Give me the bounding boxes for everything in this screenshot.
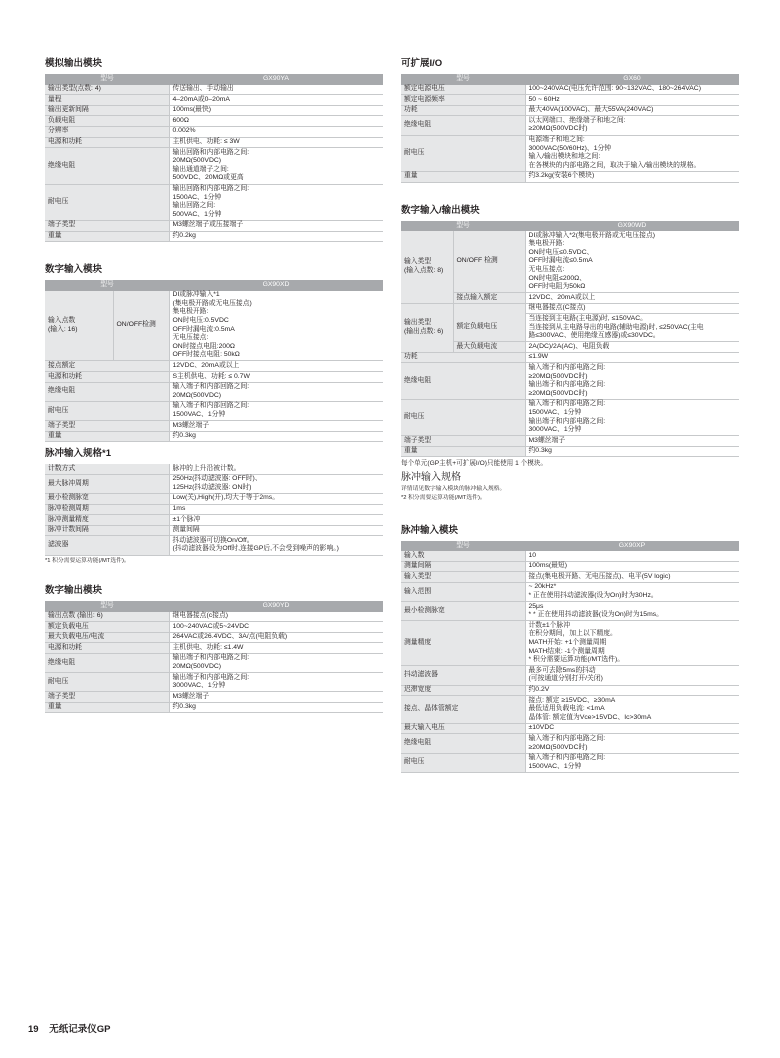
input-type-label: 输入类型 (输入点数: 8): [401, 231, 453, 303]
row-value: 100~240VAC或5~24VDC: [169, 622, 383, 633]
row-value: 0.002%: [169, 126, 383, 137]
table-header: [401, 541, 739, 552]
contact-rating-label: 接点输入额定: [453, 293, 525, 304]
footnote: *1 积分需要运算功能(/MT选件)。: [45, 557, 130, 564]
row-label: 电源和功耗: [45, 643, 169, 654]
table-header: [45, 280, 383, 291]
row-value: 100~240VAC(电压允许范围: 90~132VAC、180~264VAC): [525, 85, 739, 95]
section-title: 脉冲输入模块: [401, 524, 459, 536]
row-value: ±1个脉冲: [169, 515, 383, 526]
row-value: 约0.2V: [525, 685, 739, 696]
table-row: [45, 643, 383, 654]
table-row: [45, 653, 383, 672]
row-value: 约0.2kg: [169, 231, 383, 242]
row-value: 输入端子和内部回路之间: 20MΩ(500VDC): [169, 382, 383, 401]
row-label: 重量: [401, 171, 525, 182]
table-row: [45, 504, 383, 515]
row-value: 12VDC、20mA或以上: [169, 361, 383, 372]
row-label: 脉冲检测周期: [45, 504, 169, 515]
section-title: 数字输出模块: [45, 584, 103, 596]
expandable-io-section: [401, 58, 739, 183]
table-row: [45, 421, 383, 432]
row-label: 端子类型: [401, 436, 525, 447]
row-value: 输出回路和内部电路之间: 20MΩ(500VDC) 输出通道端子之间: 500VDC、20MΩ或更高: [169, 148, 383, 184]
header-label: 型号: [45, 280, 169, 291]
output-blank: [453, 303, 525, 314]
onoff-detect-label: ON/OFF检测: [113, 291, 169, 361]
header-model: GX90YD: [169, 601, 383, 612]
table-row: [401, 551, 739, 561]
rated-load-value: 当连接到主电路(主电源)时, ≤150VAC。 当连接到从主电路导出的电路(辅助电源)时, ≤250VAC(主电 路≤300VAC、使用绝缘互感器)或≤30VDC。: [525, 314, 739, 342]
header-model: GX90WD: [525, 221, 739, 232]
max-load-label: 最大负载电流: [453, 342, 525, 353]
row-value: 主机供电、功耗: ≤1.4W: [169, 643, 383, 654]
spec-table: [401, 541, 739, 773]
row-label: 重量: [401, 446, 525, 457]
row-value: M3螺丝端子: [525, 436, 739, 447]
table-row: [401, 303, 739, 314]
table-row: [401, 582, 739, 601]
row-value: 约3.2kg(安装6个模块): [525, 171, 739, 182]
row-value: 以太网端口、绝缘端子和地之间: ≥20MΩ(500VDC时): [525, 116, 739, 135]
table-row: [45, 493, 383, 504]
row-label: 电源和功耗: [45, 372, 169, 383]
row-value: 10: [525, 551, 739, 561]
digital-input-section: [45, 264, 383, 442]
table-row: [401, 723, 739, 734]
row-value: ≤1.9W: [525, 352, 739, 363]
row-value: ~ 20kHz* * 正在使用抖动滤波器(设为On)时为30Hz。: [525, 582, 739, 601]
header-label: 型号: [401, 221, 525, 232]
row-value: 50 ~ 60Hz: [525, 95, 739, 106]
table-row: [401, 666, 739, 685]
row-label: 耐电压: [401, 135, 525, 171]
row-label: 量程: [45, 95, 169, 106]
row-label: 绝缘电阻: [45, 382, 169, 401]
spec-table: [45, 280, 383, 442]
table-row: [401, 352, 739, 363]
row-label: 迟滞宽度: [401, 685, 525, 696]
row-label: 重量: [45, 431, 169, 442]
row-value: 输入端子和内部电路之间: 1500VAC、1分钟: [525, 753, 739, 772]
row-label: 电源和功耗: [45, 137, 169, 148]
table-row: [45, 515, 383, 526]
header-model: GX90YA: [169, 74, 383, 85]
row-value: 输入端子和内部电路之间: ≥20MΩ(500VDC时) 输出端子和内部电路之间: ≥20MΩ(500VDC时): [525, 363, 739, 399]
table-row: [401, 446, 739, 457]
row-value: 继电器接点(c接点): [169, 612, 383, 622]
notes: [401, 486, 739, 503]
footnote: *2 积分需要运算功能(/MT选件)。: [401, 495, 486, 502]
row-label: 端子类型: [45, 421, 169, 432]
page-footer: [28, 1021, 118, 1035]
header-model: GX60: [525, 74, 739, 85]
table-row: [401, 363, 739, 399]
table-row: [45, 464, 383, 474]
row-value: 输出端子和内部电路之间: 3000VAC、1分钟: [169, 673, 383, 692]
row-label: 输入数: [401, 551, 525, 561]
table-row: [401, 572, 739, 583]
row-value: 264VAC或26.4VDC、3A/点(电阻负载): [169, 632, 383, 643]
table-row: [401, 171, 739, 182]
row-label: 脉冲计数间隔: [45, 525, 169, 536]
table-row: [45, 148, 383, 184]
table-row: [45, 116, 383, 127]
row-label: 接点额定: [45, 361, 169, 372]
row-label: 绝缘电阻: [401, 734, 525, 753]
row-label: 滤波器: [45, 536, 169, 555]
row-value: 25μs * * 正在使用抖动滤波器(设为On)时为15ms。: [525, 602, 739, 621]
row-value: 接点(集电极开路、无电压接点)、电平(5V logic): [525, 572, 739, 583]
table-header: [401, 74, 739, 85]
table-row: [401, 696, 739, 724]
table-row: [45, 612, 383, 622]
row-label: 抖动滤波器: [401, 666, 525, 685]
rated-load-label: 额定负载电压: [453, 314, 525, 342]
header-model: GX90XD: [169, 280, 383, 291]
notes: [45, 558, 383, 565]
table-row: [401, 399, 739, 435]
table-row: [45, 474, 383, 493]
row-label: 功耗: [401, 352, 525, 363]
header-label: 型号: [401, 541, 525, 552]
row-value: 最大40VA(100VAC)、最大55VA(240VAC): [525, 105, 739, 116]
row-label: 绝缘电阻: [45, 653, 169, 672]
table-row: [401, 561, 739, 572]
table-row: [45, 702, 383, 713]
pulse-subtitle: 脉冲输入规格: [401, 471, 461, 483]
row-label: 额定电源电压: [401, 85, 525, 95]
row-label: 计数方式: [45, 464, 169, 474]
digital-io-section: [401, 205, 739, 503]
output-type-label: 输出类型 (输出点数: 6): [401, 303, 453, 352]
row-label: 最大脉冲周期: [45, 474, 169, 493]
row-label: 耐电压: [401, 753, 525, 772]
digital-output-section: [45, 585, 383, 714]
header-label: 型号: [45, 601, 169, 612]
row-label: 输入类型: [401, 572, 525, 583]
row-label: 额定电源频率: [401, 95, 525, 106]
row-label: 最小检测脉宽: [45, 493, 169, 504]
section-title: 模拟输出模块: [45, 58, 103, 69]
onoff-detect-label: ON/OFF 检测: [453, 231, 525, 293]
row-value: 测量间隔: [169, 525, 383, 536]
right-column: [401, 58, 739, 795]
spec-table: [45, 74, 383, 242]
note-main: 每个单元(GP主机+可扩展I/O)只能使用 1 个模块。: [401, 460, 547, 468]
table-row: [401, 231, 739, 293]
contact-rating-value: 12VDC、20mA或以上: [525, 293, 739, 304]
row-label: 分辨率: [45, 126, 169, 137]
analog-output-section: [45, 58, 383, 242]
row-label: 重量: [45, 231, 169, 242]
table-row: [401, 436, 739, 447]
table-row: [45, 291, 383, 361]
row-value: 输出回路和内部电路之间: 1500AC、1分钟 输出回路之间: 500VAC、1分钟: [169, 184, 383, 220]
row-label: 重量: [45, 702, 169, 713]
table-row: [401, 105, 739, 116]
row-label: 输入范围: [401, 582, 525, 601]
row-value: 250Hz(抖动滤波器: OFF时)、 125Hz(抖动滤波器: ON时): [169, 474, 383, 493]
header-label: 型号: [401, 74, 525, 85]
spec-table: [45, 464, 383, 555]
row-value: 主机供电、功耗: ≤ 3W: [169, 137, 383, 148]
table-row: [45, 632, 383, 643]
table-row: [45, 361, 383, 372]
table-row: [401, 602, 739, 621]
table-row: [401, 734, 739, 753]
row-value: 抖动滤波器可切换On/Off。 (抖动滤波器设为Off时,连接GP后,不会受到噪声的影响。): [169, 536, 383, 555]
table-row: [45, 692, 383, 703]
section-title: 数字输入模块: [45, 264, 103, 276]
table-row: [45, 184, 383, 220]
page-number: 19: [28, 1024, 39, 1035]
table-row: [45, 95, 383, 106]
row-label: 绝缘电阻: [401, 363, 525, 399]
row-value: 计数±1个脉冲 在积分期间，加上以下精度。 MATH开始: +1个测量周期 MATH结束: -1个测量周期 * 积分需要运算功能(/MT选件)。: [525, 621, 739, 666]
row-value: 约0.3kg: [169, 431, 383, 442]
row-label: 最大负载电压/电流: [45, 632, 169, 643]
table-row: [401, 621, 739, 666]
row-value: M3螺丝端子: [169, 692, 383, 703]
row-label: 脉冲测量精度: [45, 515, 169, 526]
table-row: [401, 753, 739, 772]
row-value: 输入端子和内部电路之间: ≥20MΩ(500VDC时): [525, 734, 739, 753]
row-label: 功耗: [401, 105, 525, 116]
table-row: [45, 372, 383, 383]
table-row: [45, 431, 383, 442]
table-row: [401, 95, 739, 106]
row-label: 测量间隔: [401, 561, 525, 572]
row-label: 耐电压: [45, 673, 169, 692]
header-model: GX90XP: [525, 541, 739, 552]
row-value: 最多可去除5ms的抖动 (可按通道分别打开/关闭): [525, 666, 739, 685]
pulse-spec-section: [45, 448, 383, 565]
table-row: [45, 536, 383, 555]
row-label: 耐电压: [45, 401, 169, 420]
table-row: [401, 116, 739, 135]
table-row: [45, 525, 383, 536]
row-value: 输入端子和内部电路之间: 1500VAC、1分钟 输出端子和内部电路之间: 3000VAC、1分钟: [525, 399, 739, 435]
row-label: 绝缘电阻: [45, 148, 169, 184]
table-row: [401, 685, 739, 696]
row-value: 1ms: [169, 504, 383, 515]
row-label: 绝缘电阻: [401, 116, 525, 135]
row-label: 负载电阻: [45, 116, 169, 127]
row-label: 最小检测脉宽: [401, 602, 525, 621]
row-value: 100ms(最快): [169, 105, 383, 116]
table-row: [45, 622, 383, 633]
row-label: 耐电压: [401, 399, 525, 435]
footnote: 详情请见数字输入模块的脉冲输入规格。: [401, 485, 506, 492]
table-header: [401, 221, 739, 232]
table-header: [45, 74, 383, 85]
row-value: 输出端子和内部电路之间: 20MΩ(500VDC): [169, 653, 383, 672]
row-value: 输入端子和内部回路之间: 1500VAC、1分钟: [169, 401, 383, 420]
table-row: [401, 135, 739, 171]
onoff-detect-value: DI或脉冲输入*2(集电极开路或无电压接点) 集电极开路: ON时电压≤0.5VDC、 OFF时漏电流≤0.5mA 无电压接点: ON时电阻≤200Ω、 OFF时电阻为50kΩ: [525, 231, 739, 293]
table-row: [45, 231, 383, 242]
row-label: 输出点数 (输出: 6): [45, 612, 169, 622]
input-count-label: 输入点数 (输入: 16): [45, 291, 113, 361]
left-column: [45, 58, 383, 735]
row-value: M3螺丝端子或压接端子: [169, 220, 383, 231]
row-value: Low(关),High(开),均大于等于2ms。: [169, 493, 383, 504]
section-title: 脉冲输入规格*1: [45, 448, 111, 460]
table-row: [45, 105, 383, 116]
row-label: 端子类型: [45, 692, 169, 703]
row-value: 约0.3kg: [169, 702, 383, 713]
row-value: 传送输出、手动输出: [169, 85, 383, 95]
spec-table: [401, 221, 739, 458]
onoff-detect-value: DI或脉冲输入*1 (集电极开路或无电压接点) 集电极开路: ON时电压:0.5VDC OFF时漏电流:0.5mA 无电压接点: ON时接点电阻:200Ω OFF时接点电阻: 50kΩ: [169, 291, 383, 361]
row-label: 接点、晶体管额定: [401, 696, 525, 724]
section-title: 可扩展I/O: [401, 58, 443, 69]
table-row: [45, 85, 383, 95]
table-row: [45, 673, 383, 692]
table-row: [45, 137, 383, 148]
max-load-value: 2A(DC)/2A(AC)、电阻负载: [525, 342, 739, 353]
row-value: 约0.3kg: [525, 446, 739, 457]
row-label: 额定负载电压: [45, 622, 169, 633]
table-row: [45, 382, 383, 401]
table-row: [45, 220, 383, 231]
spec-table: [401, 74, 739, 183]
row-label: 测量精度: [401, 621, 525, 666]
table-row: [45, 126, 383, 137]
table-header: [45, 601, 383, 612]
spec-table: [45, 601, 383, 714]
row-value: 接点: 额定 ≥15VDC、≥30mA 最低适用负载电流: <1mA 晶体管: 额定值为Vce>15VDC、Ic>30mA: [525, 696, 739, 724]
row-label: 最大输入电压: [401, 723, 525, 734]
section-title: 数字输入/输出模块: [401, 204, 480, 216]
table-row: [401, 85, 739, 95]
row-value: 600Ω: [169, 116, 383, 127]
header-label: 型号: [45, 74, 169, 85]
row-label: 端子类型: [45, 220, 169, 231]
row-value: 电源端子和地之间: 3000VAC(50/60Hz)、1分钟 输入/输出模块和地之间: 在各模块的内部电路之间，取决于输入/输出模块的规格。: [525, 135, 739, 171]
row-value: 4–20mA或0–20mA: [169, 95, 383, 106]
footer-title: 无纸记录仪GP: [49, 1024, 111, 1035]
table-row: [45, 401, 383, 420]
output-contact-value: 继电器接点(C接点): [525, 303, 739, 314]
row-label: 输出更新间隔: [45, 105, 169, 116]
row-label: 耐电压: [45, 184, 169, 220]
row-value: 脉冲的上升沿被计数。: [169, 464, 383, 474]
pulse-input-section: [401, 525, 739, 773]
row-value: 100ms(最短): [525, 561, 739, 572]
row-value: S主机供电、功耗: ≤ 0.7W: [169, 372, 383, 383]
row-label: 输出类型(点数: 4): [45, 85, 169, 95]
row-value: ±10VDC: [525, 723, 739, 734]
row-value: M3螺丝端子: [169, 421, 383, 432]
